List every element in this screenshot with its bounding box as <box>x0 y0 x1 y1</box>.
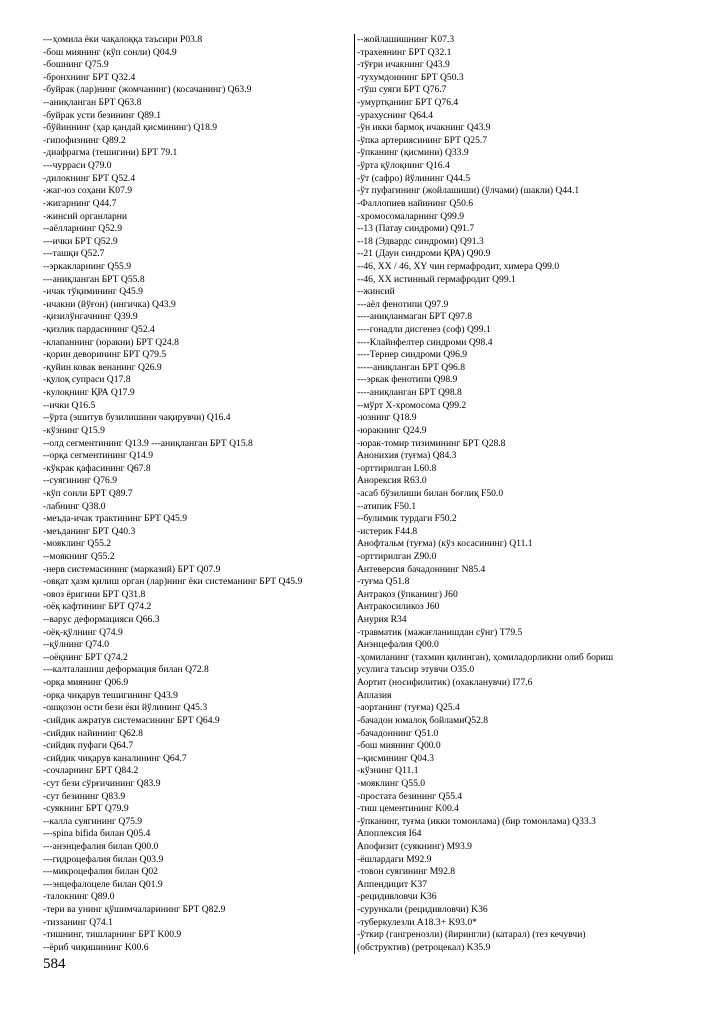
index-entry: -қизлик пардасининг Q52.4 <box>43 324 155 336</box>
index-entry: --мўрт X-хромосома Q99.2 <box>357 399 467 411</box>
index-entry: --46, XX / 46, XY чин гермафродит, химера Q99.0 <box>357 260 560 272</box>
index-entry: --булимик турдаги F50.2 <box>357 513 457 525</box>
index-entry: -мояклинг Q55.2 <box>43 538 112 550</box>
index-entry: -овоз ёригини БРТ Q31.8 <box>43 588 146 600</box>
index-entry: -жигарнинг Q44.7 <box>43 197 117 209</box>
index-entry: -травматик (мажағланишдан сўнг) T79.5 <box>357 626 523 638</box>
index-entry: -сийдик найининг Q62.8 <box>43 727 143 739</box>
index-entry: -аортанинг (туғма) Q25.4 <box>357 702 460 714</box>
index-entry: -диафрагма (тешигини) БРТ 79.1 <box>43 147 178 159</box>
index-entry: -оёқ кафтининг БРТ Q74.2 <box>43 601 152 613</box>
index-entry: --оёқнинг БРТ Q74.2 <box>43 651 128 663</box>
index-entry: -жаг-юз соҳани K07.9 <box>43 185 133 197</box>
index-entry: --суягининг Q76.9 <box>43 475 118 487</box>
index-entry: -тўғри ичакнинг Q43.9 <box>357 59 450 71</box>
index-entry: -қорин деворининг БРТ Q79.5 <box>43 349 167 361</box>
index-entry: ---spina bifida билан Q05.4 <box>43 828 151 840</box>
index-entry: --орқа сегментининг Q14.9 <box>43 450 153 462</box>
index-entry: -юзнинг Q18.9 <box>357 412 417 424</box>
index-entry: Антеверсия бачадоннинг N85.4 <box>357 563 486 575</box>
index-entry: --18 (Эдвардс синдроми) Q91.3 <box>357 235 484 247</box>
index-entry: ----аниқланмаган БРТ Q97.8 <box>357 311 473 323</box>
index-entry: -клапаннинг (юракни) БРТ Q24.8 <box>43 336 179 348</box>
index-entry: --қўлнинг Q74.0 <box>43 639 110 651</box>
index-entry: -ичак тўқимининг Q45.9 <box>43 286 143 298</box>
index-entry: -ўпканинг, туғма (икки томонлама) (бир томонлама) Q33.3 <box>357 815 596 827</box>
index-entry: -юракнинг Q24.9 <box>357 424 427 436</box>
index-entry: Аплазия <box>357 689 392 701</box>
index-entry: --ўрта (эшитув бузилишини чақирувчи) Q16.4 <box>43 412 231 424</box>
index-entry: -кўп сонли БРТ Q89.7 <box>43 487 133 499</box>
index-entry: -сут бези сўрғичининг Q83.9 <box>43 777 161 789</box>
index-entry: ----гонадли дисгенез (соф) Q99.1 <box>357 324 491 336</box>
index-entry: -товон суягининг M92.8 <box>357 866 456 878</box>
index-entry: -буйрак усти безининг Q89.1 <box>43 109 162 121</box>
index-entry: -умуртқанинг БРТ Q76.4 <box>357 97 459 109</box>
index-entry: Анорексия R63.0 <box>357 475 427 487</box>
index-entry: -ўткир (гангренозли) (йирингли) (катарал) (тез кечувчи) <box>357 929 586 941</box>
index-entry: -меъда-ичак трактининг БРТ Q45.9 <box>43 513 187 525</box>
index-entry: ----аниқланган БРТ Q98.8 <box>357 387 462 399</box>
index-entry: -рецидивловчи K36 <box>357 891 437 903</box>
index-entry: -орқа чиқарув тешигининг Q43.9 <box>43 689 178 701</box>
index-entry: -ҳомиланинг (тахмин қилинган), ҳомиладорликни олиб бориш <box>357 651 614 663</box>
index-entry: -асаб бўзилиши билан боғлиқ F50.0 <box>357 487 504 499</box>
index-entry: Антракоз (ўпканинг) J60 <box>357 588 458 600</box>
index-entry: ---ички БРТ Q52.9 <box>43 235 118 247</box>
index-entry: -сийдик ажратув системасининг БРТ Q64.9 <box>43 714 220 726</box>
index-entry: -дилокнинг БРТ Q52.4 <box>43 172 136 184</box>
index-entry: -хромосомаларнинг Q99.9 <box>357 210 465 222</box>
index-entry: --аёлларнинг Q52.9 <box>43 223 122 235</box>
index-entry: -сийдик чиқарув каналининг Q64.7 <box>43 752 187 764</box>
index-entry: -тиш цементининг K00.4 <box>357 803 459 815</box>
index-column-left <box>43 34 348 954</box>
index-entry: -бачадоннинг Q51.0 <box>357 727 439 739</box>
index-entry: --қисмининг Q04.3 <box>357 752 435 764</box>
index-entry: -ўпканинг (қисмини) Q33.9 <box>357 147 469 159</box>
index-entry: --аниқланган БРТ Q63.8 <box>43 97 142 109</box>
index-entry: -юрак-томир тизимининг БРТ Q28.8 <box>357 437 506 449</box>
index-entry: -бош миянинг Q00.0 <box>357 740 441 752</box>
index-entry: --21 (Даун синдроми ҚРА) Q90.9 <box>357 248 491 260</box>
index-entry: -нерв системасининг (марказий) БРТ Q07.9 <box>43 563 221 575</box>
index-entry: ---анэнцефалия билан Q00.0 <box>43 841 159 852</box>
index-entry: -ўпка артериясининг БРТ Q25.7 <box>357 134 488 146</box>
index-entry: -ошқозон ости бези ёки йўлининг Q45.3 <box>43 702 208 714</box>
index-entry: -кўзнинг Q11.1 <box>357 765 419 777</box>
index-entry: --ёриб чиқишининг K00.6 <box>43 941 149 953</box>
index-entry: -ўн икки бармоқ ичакнинг Q43.9 <box>357 122 491 134</box>
index-entry: -қулоқ супраси Q17.8 <box>43 374 131 386</box>
index-entry: --жойлашишнинг K07.3 <box>357 34 455 45</box>
index-entry: ---ҳомила ёки чақалоққа таъсири P03.8 <box>43 34 203 45</box>
index-entry: -буйрак (лар)нинг (жомчанинг) (косачанинг) Q63.9 <box>43 84 252 96</box>
index-entry: -бошнинг Q75.9 <box>43 59 109 71</box>
index-entry: -овқат ҳазм қилиш орган (лар)нинг ёки системанинг БРТ Q45.9 <box>43 576 303 588</box>
index-entry: ---аниқланган БРТ Q55.8 <box>43 273 145 285</box>
index-entry: ---гидроцефалия билан Q03.9 <box>43 853 164 865</box>
index-entry: -жинсий органларни <box>43 210 128 222</box>
index-entry: Аортит (носифилитик) (охакланувчи) I77.6 <box>357 677 533 689</box>
index-entry: ---чурраси Q79.0 <box>43 160 112 172</box>
index-entry: -тишнинг, тишларнинг БРТ K00.9 <box>43 929 182 941</box>
index-entry: -кулоқнинг ҚРА Q17.9 <box>43 387 135 399</box>
index-entry: --моякнинг Q55.2 <box>43 550 115 562</box>
index-entry: -талокнинг Q89.0 <box>43 891 115 903</box>
index-entry: -----аниқланган БРТ Q96.8 <box>357 361 466 373</box>
index-entry: (обструктив) (ретроцекал) K35.9 <box>357 941 491 953</box>
index-entry: ---калталашиш деформация билан Q72.8 <box>43 664 209 676</box>
index-entry: -тўш суяги БРТ Q76.7 <box>357 84 447 96</box>
index-entry: --жинсий <box>357 286 395 298</box>
index-entry: -қизилўнгачнинг Q39.9 <box>43 311 138 323</box>
index-entry: -ўрта қўлоқнинг Q16.4 <box>357 160 450 172</box>
index-entry: -сийдик пуфаги Q64.7 <box>43 740 134 752</box>
index-entry: --атипик F50.1 <box>357 500 417 512</box>
index-entry: Анофтальм (туғма) (кўз косасининг) Q11.1 <box>357 538 533 550</box>
index-entry: -гипофизнинг Q89.2 <box>43 134 126 146</box>
index-entry: ---аёл фенотипи Q97.9 <box>357 298 449 310</box>
index-column-right <box>354 34 657 954</box>
index-entry: -бош миянинг (кўп сонли) Q04.9 <box>43 46 177 58</box>
index-entry: -истерик F44.8 <box>357 525 418 537</box>
index-entry: -орқа миянинг Q06.9 <box>43 677 129 689</box>
index-entry: -Фаллопиев найининг Q50.6 <box>357 197 474 209</box>
index-entry: -мояклинг Q55.0 <box>357 777 426 789</box>
index-entry: -орттирилган L60.8 <box>357 462 437 474</box>
index-entry: -бронхнинг БРТ Q32.4 <box>43 71 136 83</box>
index-entry: Апоплексия I64 <box>357 828 422 840</box>
index-entry: Анэнцефалия Q00.0 <box>357 639 439 651</box>
index-entry: -меъданинг БРТ Q40.3 <box>43 525 136 537</box>
index-entry: ---микроцефалия билан Q02 <box>43 866 158 878</box>
index-entry: -простата безининг Q55.4 <box>357 790 463 802</box>
index-entry: ---эркак фенотипи Q98.9 <box>357 374 458 386</box>
index-entry: -урахуснинг Q64.4 <box>357 109 433 121</box>
index-entry: -ичакни (йўғон) (ингичка) Q43.9 <box>43 298 176 310</box>
index-entry: --13 (Патау синдроми) Q91.7 <box>357 223 475 235</box>
index-entry: -ёшлардаги M92.9 <box>357 853 432 865</box>
index-entry: -туберкулезли A18.3+ K93.0* <box>357 916 477 928</box>
index-entry: -ўт (сафро) йўлининг Q44.5 <box>357 172 471 184</box>
index-entry: ---ташқи Q52.7 <box>43 248 105 260</box>
index-entry: -оёқ-қўлнинг Q74.9 <box>43 626 123 638</box>
page-number: 584 <box>43 956 66 972</box>
index-entry: -трахеянинг БРТ Q32.1 <box>357 46 452 58</box>
index-entry: --эркакларнинг Q55.9 <box>43 260 132 272</box>
index-entry: --ички Q16.5 <box>43 399 96 411</box>
index-entry: -орттирилган Z90.0 <box>357 550 437 562</box>
index-entry: -кўзнинг Q15.9 <box>43 424 105 436</box>
index-entry: --олд сегментининг Q13.9 ---аниқланган БРТ Q15.8 <box>43 437 253 449</box>
index-entry: --варус деформацияси Q66.3 <box>43 614 160 626</box>
index-entry: усулига таъсир этувчи O35.0 <box>357 664 475 676</box>
index-entry: -тери ва унинг қўшимчаларининг БРТ Q82.9 <box>43 904 226 916</box>
index-entry: -сут безининг Q83.9 <box>43 790 126 802</box>
index-entry: -сурункали (рецидивловчи) K36 <box>357 904 488 916</box>
index-entry: -сочларнинг БРТ Q84.2 <box>43 765 139 777</box>
index-entry: --46, XX истинный гермафродит Q99.1 <box>357 273 516 285</box>
index-entry: -тухумдоннинг БРТ Q50.3 <box>357 71 464 83</box>
index-entry: -туғма Q51.8 <box>357 576 410 588</box>
index-entry: -тиззанинг Q74.1 <box>43 916 113 928</box>
index-entry: -лабнинг Q38.0 <box>43 500 106 512</box>
index-entry: ----Клайнфелтер синдроми Q98.4 <box>357 336 493 348</box>
index-entry: --калла суягининг Q75.9 <box>43 815 143 827</box>
index-entry: Аппендицит K37 <box>357 878 427 890</box>
index-entry: Антракосиликоз J60 <box>357 601 440 613</box>
index-entry: Анонихия (туғма) Q84.3 <box>357 450 457 462</box>
index-entry: -суякнинг БРТ Q79.9 <box>43 803 129 815</box>
index-entry: Анурия R34 <box>357 614 407 626</box>
index-entry: ---энцефалоцеле билан Q01.9 <box>43 878 163 890</box>
index-entry: -бўйиннинг (ҳар қандай қисмининг) Q18.9 <box>43 122 218 134</box>
index-entry: Апофизит (суякнинг) M93.9 <box>357 841 472 852</box>
index-entry: -ўт пуфагининг (жойлашиши) (ўлчами) (шакли) Q44.1 <box>357 185 580 197</box>
index-entry: -бачадон юмалоқ бойламиQ52.8 <box>357 714 489 726</box>
index-entry: -кўкрак қафасининг Q67.8 <box>43 462 151 474</box>
index-entry: ----Тернер синдроми Q96.9 <box>357 349 468 361</box>
index-entry: -қуйин ковак венанинг Q26.9 <box>43 361 162 373</box>
